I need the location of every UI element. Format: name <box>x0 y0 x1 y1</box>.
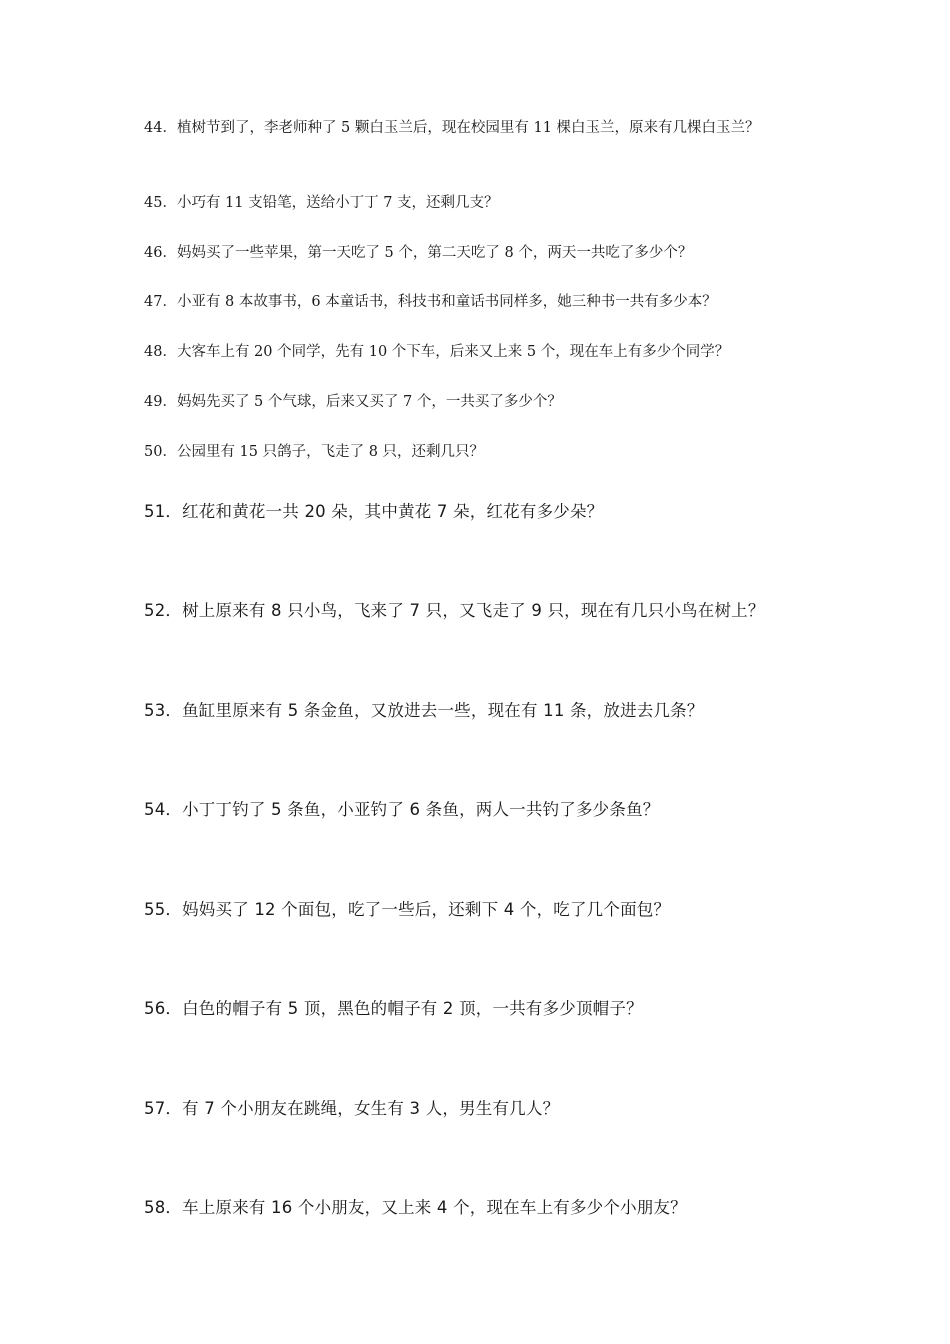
question-44: 44．植树节到了，李老师种了 5 颗白玉兰后，现在校园里有 11 棵白玉兰，原来有几棵白玉兰？ <box>144 120 760 136</box>
question-51: 51．红花和黄花一共 20 朵，其中黄花 7 朵，红花有多少朵？ <box>144 502 604 521</box>
question-47: 47．小亚有 8 本故事书，6 本童话书，科技书和童话书同样多，她三种书一共有多少本？ <box>144 294 717 310</box>
question-57: 57．有 7 个小朋友在跳绳，女生有 3 人，男生有几人？ <box>144 1099 560 1118</box>
question-45: 45．小巧有 11 支铅笔，送给小丁丁 7 支，还剩几支？ <box>144 195 499 211</box>
question-46: 46．妈妈买了一些苹果，第一天吃了 5 个，第二天吃了 8 个，两天一共吃了多少个？ <box>144 245 693 261</box>
question-54: 54．小丁丁钓了 5 条鱼，小亚钓了 6 条鱼，两人一共钓了多少条鱼？ <box>144 800 660 819</box>
question-53: 53．鱼缸里原来有 5 条金鱼，又放进去一些，现在有 11 条，放进去几条？ <box>144 701 704 720</box>
question-50: 50．公园里有 15 只鸽子，飞走了 8 只，还剩几只？ <box>144 444 485 460</box>
question-58: 58．车上原来有 16 个小朋友，又上来 4 个，现在车上有多少个小朋友？ <box>144 1198 687 1217</box>
question-52: 52．树上原来有 8 只小鸟，飞来了 7 只，又飞走了 9 只，现在有几只小鸟在树上？ <box>144 601 765 620</box>
question-55: 55．妈妈买了 12 个面包，吃了一些后，还剩下 4 个，吃了几个面包？ <box>144 900 671 919</box>
question-49: 49．妈妈先买了 5 个气球，后来又买了 7 个，一共买了多少个？ <box>144 394 562 410</box>
question-48: 48．大客车上有 20 个同学，先有 10 个下车，后来又上来 5 个，现在车上有多少个同学？ <box>144 344 730 360</box>
question-56: 56．白色的帽子有 5 顶，黑色的帽子有 2 顶，一共有多少顶帽子？ <box>144 999 643 1018</box>
